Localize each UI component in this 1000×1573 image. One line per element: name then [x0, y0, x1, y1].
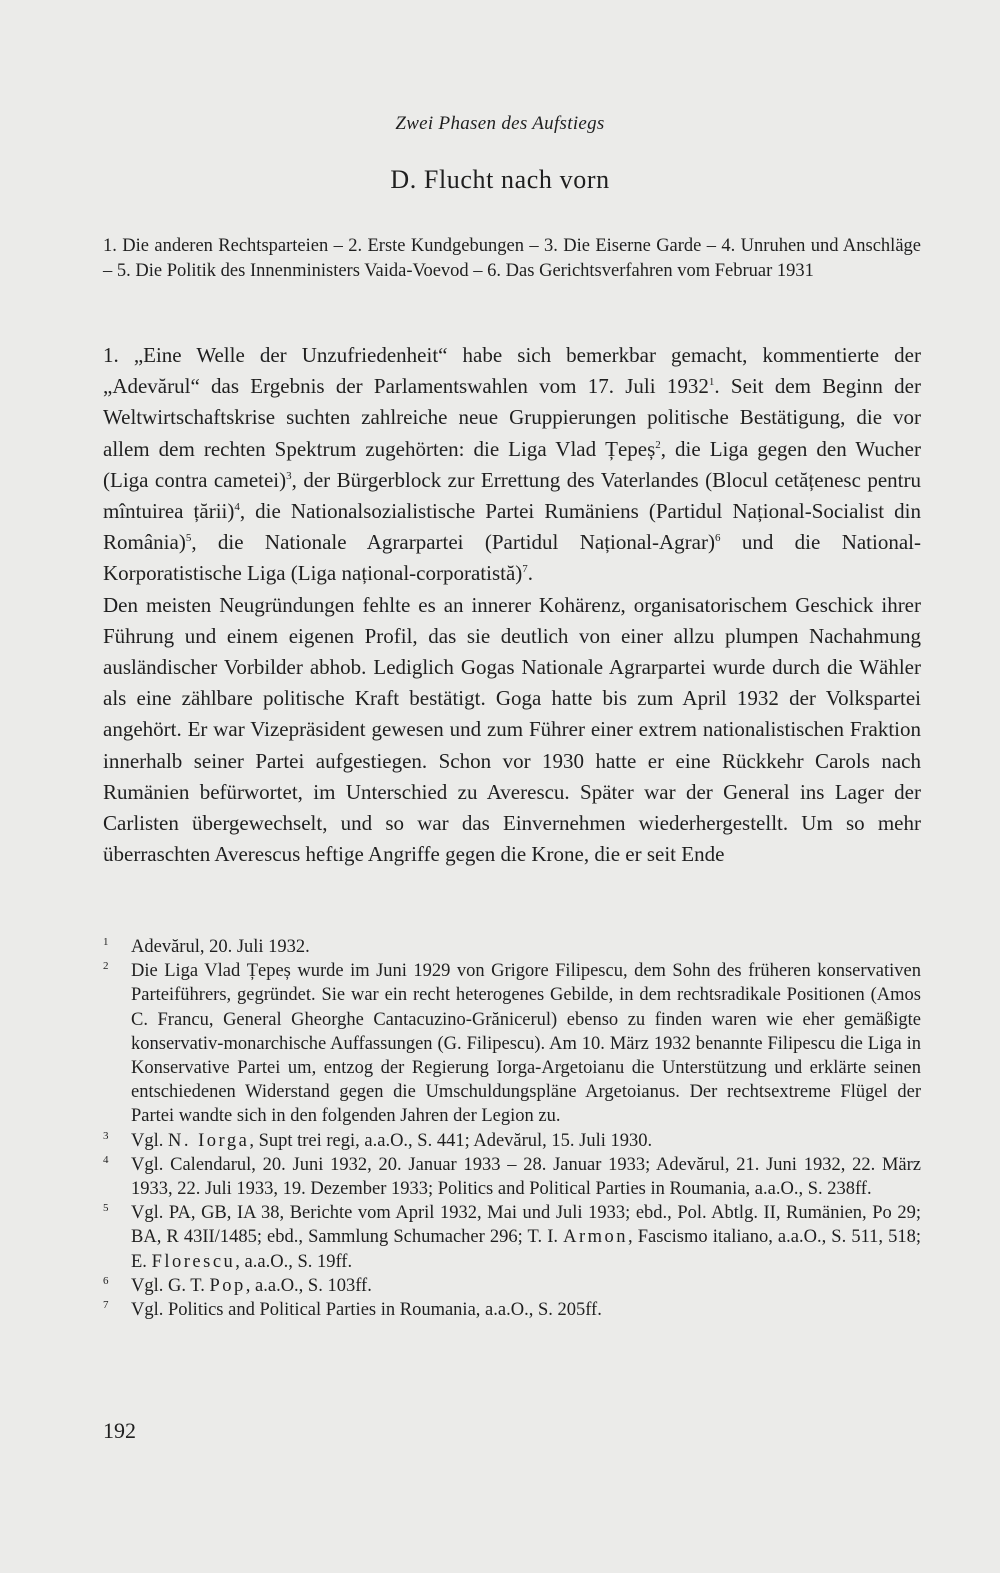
footnote-ref-7: 7 [522, 563, 528, 576]
footnote-ref-3: 3 [286, 469, 292, 482]
footnote-5: 5 Vgl. PA, GB, IA 38, Berichte vom April 1932, Mai und Juli 1933; ebd., Pol. Abtlg. II, Rumänien, Po 29; BA, R 43II/1485; ebd., Sammlung Schumacher 296; T. I. Armon, Fascismo italiano, a.a.O., S. 511, 518; E. Florescu, a.a.O., S. 19ff. [103, 1202, 921, 1272]
footnote-7: 7 Vgl. Politics and Political Parties in Roumania, a.a.O., S. 205ff. [103, 1299, 602, 1321]
footnote-2: 2 Die Liga Vlad Țepeș wurde im Juni 1929 von Grigore Filipescu, dem Sohn des früheren konservativen Parteiführers, gegründet. Sie war ein recht heterogenes Gebilde, in dem rechtsradikale Positionen (Amos C. Francu, General Gheorghe Cantacuzino-Grănicerul) ebenso zu finden waren wie eher gemäßigte konservativ-monarchische Auffassungen (G. Filipescu). Am 10. März 1932 benannte Filipescu die Liga in Konservative Partei um, entzog der Regierung Iorga-Argetoianu die Unterstützung und erklärte seinen entschiedenen Widerstand gegen die Umschuldungspläne Argetoianus. Der rechtsextreme Flügel der Partei wandte sich in den folgenden Jahren der Legion zu. [103, 960, 921, 1127]
page-number: 192 [103, 1418, 136, 1443]
author-name: Armon [563, 1227, 629, 1248]
author-name: Florescu [151, 1251, 236, 1272]
footnote-ref-4: 4 [234, 501, 240, 514]
footnote-ref-6: 6 [714, 532, 721, 545]
author-name: N. Iorga [168, 1130, 250, 1151]
footnotes [103, 935, 921, 1322]
footnote-ref-1: 1 [708, 376, 715, 389]
paragraph-2: Den meisten Neugründungen fehlte es an innerer Kohärenz, organisatorischem Geschick ihrer Führung und einem eigenen Profil, das sie deutlich von einer allzu plumpen Nachahmung ausländischer Vorbilder abhob. Lediglich Gogas Nationale Agrarpartei wurde durch die Wähler als eine zählbare politische Kraft bestätigt. Goga hatte bis zum April 1932 der Volkspartei angehört. Er war Vizepräsident gewesen und zum Führer einer extrem nationalistischen Fraktion innerhalb seiner Partei aufgestiegen. Schon vor 1930 hatte er eine Rückkehr Carols nach Rumänien befürwortet, im Unterschied zu Averescu. Später war der General ins Lager der Carlisten übergewechselt, und so war das Einvernehmen wiederhergestellt. Um so mehr überraschten Averescus heftige Angriffe gegen die Krone, die er seit Ende [103, 592, 921, 867]
footnote-3: 3 Vgl. N. Iorga, Supt trei regi, a.a.O., S. 441; Adevărul, 15. Juli 1930. [103, 1129, 653, 1151]
author-name: Pop [209, 1275, 246, 1296]
paragraph-1: 1. „Eine Welle der Unzufriedenheit“ habe sich bemerkbar gemacht, kommentierte der „Adevărul“ das Ergebnis der Parlamentswahlen vom 17. Juli 1932$^1$. Seit dem Beginn der Weltwirtschaftskrise suchten zahlreiche neue Gruppierungen politische Bestätigung, die vor allem dem rechten Spektrum zugehörten: die Liga Vlad Țepeș$^2$, die Liga gegen den Wucher (Liga contra cametei)$^3$, der Bürgerblock zur Errettung des Vaterlandes (Blocul cetățenesc pentru mîntuirea țării)$^4$, die Nationalsozialistische Partei Rumäniens (Partidul Național-Socialist din România)$^5$, die Nationale Agrarpartei (Partidul Național-Agrar)$^6$ und die National-Korporatistische Liga (Liga național-corporatistă)$^7$. [103, 343, 921, 586]
section-contents: 1. Die anderen Rechtsparteien – 2. Erste Kundgebungen – 3. Die Eiserne Garde – 4. Unruhen und Anschläge – 5. Die Politik des Innenministers Vaida-Voevod – 6. Das Gerichtsverfahren vom Februar 1931 [103, 236, 921, 281]
footnote-6: 6 Vgl. G. T. Pop, a.a.O., S. 103ff. [103, 1274, 372, 1296]
running-head: Zwei Phasen des Aufstiegs [395, 113, 605, 134]
chapter-title: D. Flucht nach vorn [390, 165, 610, 194]
footnote-4: 4 Vgl. Calendarul, 20. Juni 1932, 20. Januar 1933 – 28. Januar 1933; Adevărul, 21. Juni 1932, 22. März 1933, 22. Juli 1933, 19. Dezember 1933; Politics and Political Parties in Roumania, a.a.O., S. 238ff. [103, 1153, 921, 1200]
footnote-ref-5: 5 [185, 532, 192, 545]
footnote-1: 1 Adevărul, 20. Juli 1932. [103, 936, 310, 957]
body-text [103, 340, 921, 870]
footnote-ref-2: 2 [655, 438, 661, 451]
